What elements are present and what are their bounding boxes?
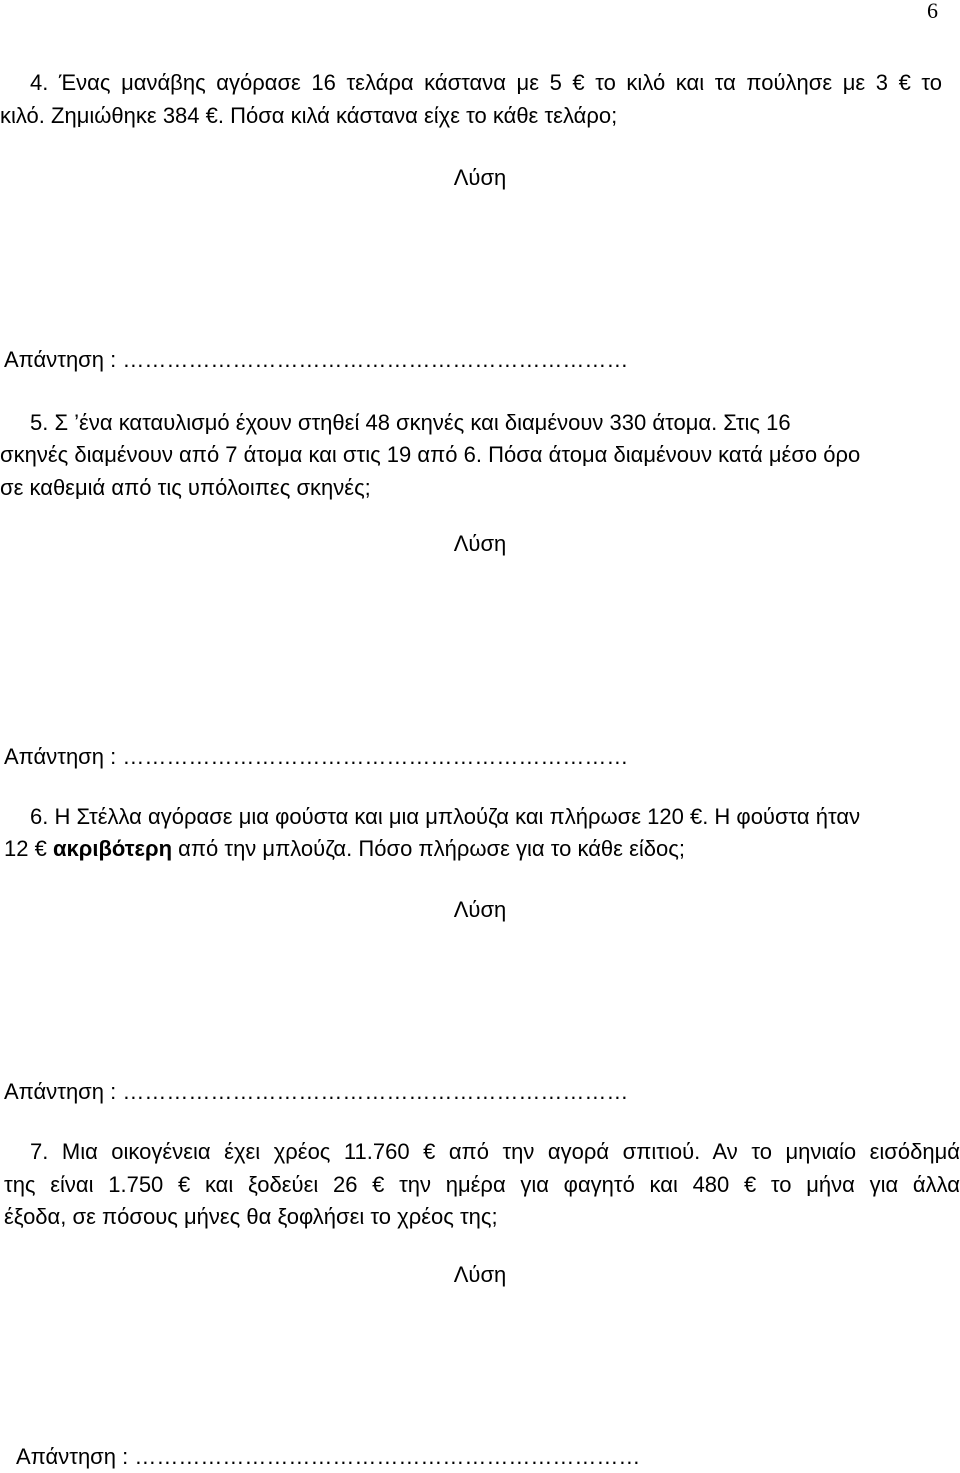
problem-text-line: έξοδα, σε πόσους μήνες θα ξοφλήσει το χρέος της; — [4, 1204, 498, 1229]
answer-line — [4, 744, 960, 770]
problem-text-line: 5. Σ ’ένα καταυλισμό έχουν στηθεί 48 σκηνές και διαμένουν 330 άτομα. Στις 16 — [30, 410, 791, 435]
page-number: 6 — [927, 0, 938, 23]
solution-label: Λύση — [453, 531, 507, 556]
solution-label: Λύση — [453, 897, 507, 922]
answer-dots: …………………………………………………………… — [134, 1444, 641, 1469]
problem-text-line: κιλό. Ζημιώθηκε 384 €. Πόσα κιλά κάστανα είχε το κάθε τελάρο; — [0, 103, 618, 128]
answer-label: Απάντηση : — [16, 1444, 129, 1469]
problem-text-line: σκηνές διαμένουν από 7 άτομα και στις 19 από 6. Πόσα άτομα διαμένουν κατά μέσο όρο — [0, 442, 861, 467]
answer-line — [4, 347, 960, 373]
answer-label: Απάντηση : — [4, 744, 117, 769]
answer-label: Απάντηση : — [4, 1079, 117, 1104]
answer-label: Απάντηση : — [4, 347, 117, 372]
answer-dots: …………………………………………………………… — [122, 1079, 629, 1104]
problem-text-segment: 12 € — [4, 836, 53, 861]
answer-line — [4, 1079, 960, 1105]
problem-text-line: σε καθεμιά από τις υπόλοιπες σκηνές; — [0, 475, 371, 500]
solution-label: Λύση — [453, 165, 507, 190]
answer-dots: …………………………………………………………… — [122, 744, 629, 769]
solution-label: Λύση — [453, 1262, 507, 1287]
problem-text-line: 4. Ένας μανάβης αγόρασε 16 τελάρα κάστανα με 5 € το κιλό και τα πούλησε με 3 € το — [30, 70, 942, 95]
problem-text-segment: από την μπλούζα. Πόσο πλήρωσε για το κάθε είδος; — [172, 836, 685, 861]
problem-text-line — [4, 836, 960, 862]
problem-text-line: 6. Η Στέλλα αγόρασε μια φούστα και μια μπλούζα και πλήρωσε 120 €. Η φούστα ήταν — [30, 804, 861, 829]
emphasized-word: ακριβότερη — [52, 836, 173, 861]
problem-text-line: της είναι 1.750 € και ξοδεύει 26 € την ημέρα για φαγητό και 480 € το μήνα για άλλα — [4, 1172, 960, 1197]
problem-text-line: 7. Μια οικογένεια έχει χρέος 11.760 € από την αγορά σπιτιού. Αν το μηνιαίο εισόδημά — [30, 1139, 960, 1164]
answer-line — [16, 1444, 960, 1470]
answer-dots: …………………………………………………………… — [122, 347, 629, 372]
